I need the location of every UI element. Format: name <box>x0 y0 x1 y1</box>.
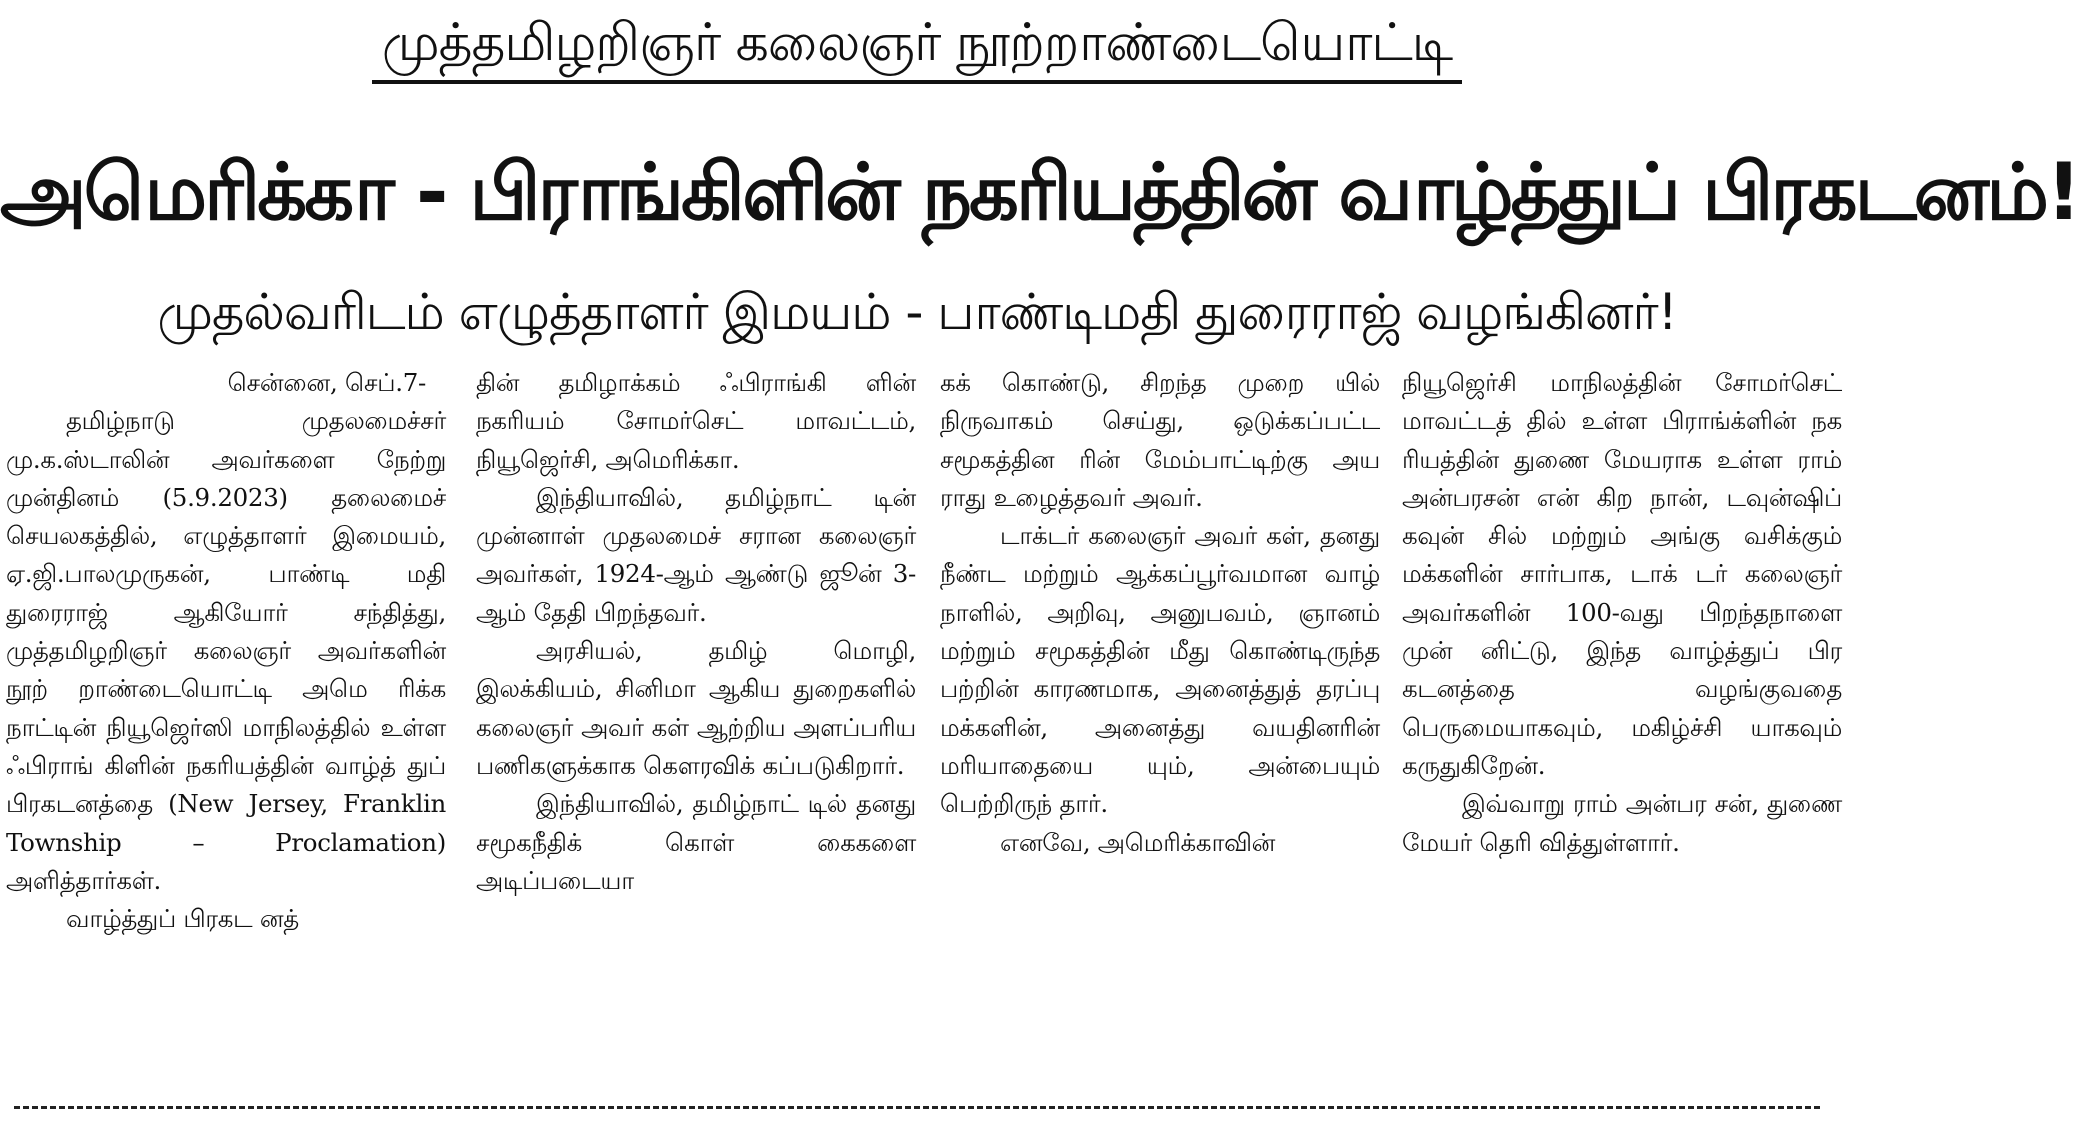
kicker-container <box>0 10 1834 98</box>
subheadline: முதல்வரிடம் எழுத்தாளர் இமயம் - பாண்டிமதி துரைராஜ் வழங்கினர்! <box>157 283 1677 341</box>
headline: அமெரிக்கா - பிராங்கிளின் நகரியத்தின் வாழ்த்துப் பிரகடனம்! <box>0 148 2079 238</box>
paragraph: டாக்டர் கலைஞர் அவர் கள், தனது நீண்ட மற்றும் ஆக்கப்பூர்வமான வாழ் நாளில், அறிவு, அனுபவம், ஞானம் மற்றும் சமூகத்தின் மீது கொண்டிருந்த பற்றின் காரணமாக, அனைத்துத் தரப்பு மக்களின், அனைத்து வயதினரின் மரியாதையை யும், அன்பையும் பெற்றிருந் தார். <box>940 521 1380 819</box>
dateline: சென்னை, செப்.7- <box>227 368 426 397</box>
paragraph: அரசியல், தமிழ் மொழி, இலக்கியம், சினிமா ஆகிய துறைகளில் கலைஞர் அவர் கள் ஆற்றிய அளப்பரிய பணிகளுக்காக கௌரவிக் கப்படுகிறார். <box>476 636 916 780</box>
paragraph: தமிழ்நாடு முதலமைச்சர் மு.க.ஸ்டாலின் அவர்களை நேற்று முன்தினம் (5.9.2023) தலைமைச் செயலகத்தில், எழுத்தாளர் இமையம், ஏ.ஜி.பாலமுருகன், பாண்டி மதி துரைராஜ் ஆகியோர் சந்தித்து, முத்தமிழறிஞர் கலைஞர் அவர்களின் நூற் றாண்டையொட்டி அமெ ரிக்க நாட்டின் நியூஜெர்ஸி மாநிலத்தில் உள்ள ஃபிராங் கிளின் நகரியத்தின் வாழ்த் துப் பிரகடனத்தை (New Jersey, Franklin Township – Proclamation) அளித்தார்கள். <box>6 406 446 895</box>
kicker-text: முத்தமிழறிஞர் கலைஞர் நூற்றாண்டையொட்டி <box>372 10 1462 84</box>
column-2 <box>476 364 916 1094</box>
paragraph: நியூஜெர்சி மாநிலத்தின் சோமர்செட் மாவட்டத் தில் உள்ள பிராங்க்ளின் நக ரியத்தின் துணை மேயராக உள்ள ராம் அன்பரசன் என் கிற நான், டவுன்ஷிப் கவுன் சில் மற்றும் அங்கு வசிக்கும் மக்களின் சார்பாக, டாக் டர் கலைஞர் அவர்களின் 100-வது பிறந்தநாளை முன் னிட்டு, இந்த வாழ்த்துப் பிர கடனத்தை வழங்குவதை பெருமையாகவும், மகிழ்ச்சி யாகவும் கருதுகிறேன். <box>1402 368 1842 780</box>
column-1 <box>6 364 446 1094</box>
paragraph: தின் தமிழாக்கம் ஃபிராங்கி ளின் நகரியம் சோமர்செட் மாவட்டம், நியூஜெர்சி, அமெரிக்கா. <box>476 368 916 474</box>
article-body <box>6 364 1842 1094</box>
column-4 <box>1402 364 1842 1094</box>
column-3 <box>940 364 1380 1094</box>
dashed-divider <box>14 1106 1820 1109</box>
paragraph: இந்தியாவில், தமிழ்நாட் டின் முன்னாள் முதலமைச் சரான கலைஞர் அவர்கள், 1924-ஆம் ஆண்டு ஜூன் 3-ஆம் தேதி பிறந்தவர். <box>476 482 916 627</box>
paragraph: இவ்வாறு ராம் அன்பர சன், துணை மேயர் தெரி வித்துள்ளார். <box>1402 789 1842 857</box>
paragraph: வாழ்த்துப் பிரகட னத் <box>66 904 299 934</box>
paragraph: எனவே, அமெரிக்காவின் <box>1000 827 1276 857</box>
paragraph: இந்தியாவில், தமிழ்நாட் டில் தனது சமூகநீதிக் கொள் கைகளை அடிப்படையா <box>476 789 916 895</box>
paragraph: கக் கொண்டு, சிறந்த முறை யில் நிருவாகம் செய்து, ஒடுக்கப்பட்ட சமூகத்தின ரின் மேம்பாட்டிற்கு அய ராது உழைத்தவர் அவர். <box>940 368 1380 512</box>
